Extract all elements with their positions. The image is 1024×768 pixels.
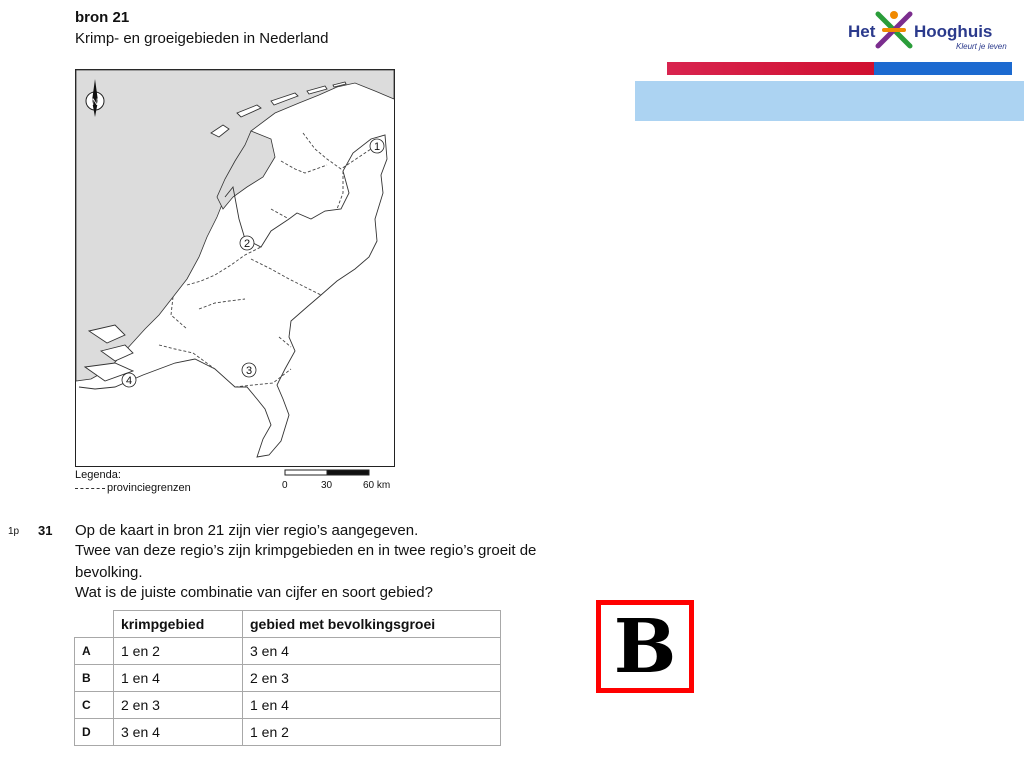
light-blue-bar — [635, 81, 1024, 121]
answer-letter: B — [613, 603, 677, 690]
source-subtitle: Krimp- en groeigebieden in Nederland — [75, 30, 329, 47]
legend-item-label: provinciegrenzen — [107, 482, 191, 494]
table-row — [75, 692, 501, 719]
table-cell: 1 en 4 — [114, 665, 243, 692]
table-header-empty — [75, 611, 114, 638]
table-cell: 3 en 4 — [114, 719, 243, 746]
table-row — [75, 638, 501, 665]
scale-label: 60 km — [363, 480, 391, 491]
legend-item — [75, 482, 191, 494]
table-header: gebied met bevolkingsgroei — [243, 611, 501, 638]
answer-options-table — [74, 610, 501, 746]
logo-text-left: Het — [848, 22, 876, 41]
table-cell: 2 en 3 — [114, 692, 243, 719]
table-cell: 1 en 2 — [114, 638, 243, 665]
region-label: 3 — [245, 365, 253, 377]
region-label: 2 — [243, 238, 251, 250]
scale-label: 30 — [321, 480, 333, 491]
source-title: bron 21 — [75, 9, 130, 26]
table-header: krimpgebied — [114, 611, 243, 638]
question-line: bevolking. — [75, 564, 143, 581]
option-letter: D — [75, 719, 114, 746]
table-header-row — [75, 611, 501, 638]
question-line: Twee van deze regio’s zijn krimpgebieden en in twee regio’s groeit de — [75, 542, 537, 559]
netherlands-map — [75, 69, 395, 467]
header-color-banner — [667, 62, 1012, 75]
question-line: Wat is de juiste combinatie van cijfer en soort gebied? — [75, 584, 433, 601]
option-letter: B — [75, 665, 114, 692]
question-line: Op de kaart in bron 21 zijn vier regio’s aangegeven. — [75, 522, 419, 539]
table-cell: 1 en 4 — [243, 692, 501, 719]
region-label: 4 — [125, 375, 133, 387]
option-letter: C — [75, 692, 114, 719]
question-number: 31 — [38, 523, 53, 538]
logo-figure-icon — [872, 8, 916, 52]
dashed-line-icon — [75, 488, 105, 489]
question-points: 1p — [8, 526, 20, 537]
option-letter: A — [75, 638, 114, 665]
logo-text-right: Hooghuis — [914, 22, 993, 41]
table-cell: 2 en 3 — [243, 665, 501, 692]
table-cell: 3 en 4 — [243, 638, 501, 665]
table-row — [75, 719, 501, 746]
logo-tagline: Kleurt je leven — [956, 42, 1007, 51]
scale-label: 0 — [282, 480, 288, 491]
scale-bar — [282, 468, 400, 492]
svg-text:N: N — [91, 97, 99, 107]
region-label: 1 — [373, 141, 381, 153]
scale-bar-graphic — [282, 468, 400, 480]
school-logo — [846, 6, 1016, 60]
table-cell: 1 en 2 — [243, 719, 501, 746]
table-row — [75, 665, 501, 692]
answer-box — [596, 600, 694, 693]
legend-heading: Legenda: — [75, 469, 121, 481]
